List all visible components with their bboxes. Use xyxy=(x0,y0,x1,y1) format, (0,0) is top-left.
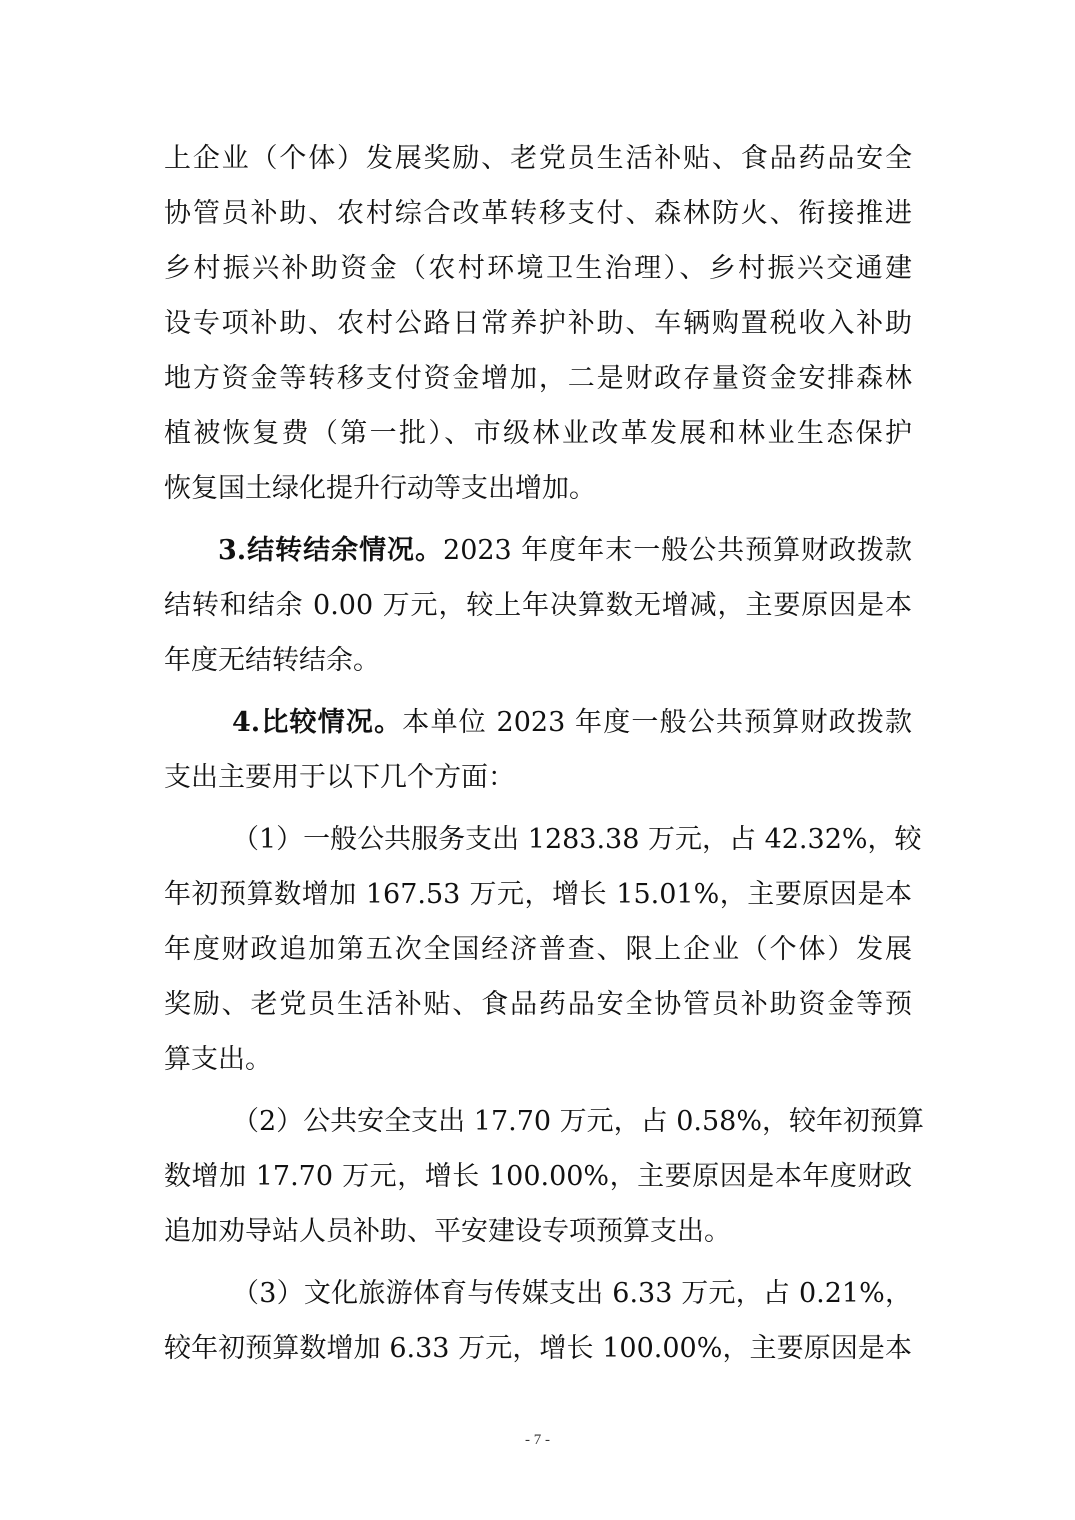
section-comparison xyxy=(164,695,912,805)
text-line: 上企业（个体）发展奖励、老党员生活补贴、食品药品安全 xyxy=(164,143,912,174)
text-line: 乡村振兴补助资金（农村环境卫生治理）、乡村振兴交通建 xyxy=(164,253,912,284)
text-line: 奖励、老党员生活补贴、食品药品安全协管员补助资金等预 xyxy=(164,989,912,1020)
text-line: 支出主要用于以下几个方面： xyxy=(164,762,515,793)
item-culture-tourism xyxy=(164,1266,912,1376)
text-line: 年初预算数增加 167.53 万元，增长 15.01%，主要原因是本 xyxy=(164,879,912,910)
text-line: 恢复国土绿化提升行动等支出增加。 xyxy=(164,473,596,504)
text-line: 数增加 17.70 万元，增长 100.00%，主要原因是本年度财政 xyxy=(164,1161,912,1192)
text-line: 植被恢复费（第一批）、市级林业改革发展和林业生态保护 xyxy=(164,418,912,449)
text-line: 协管员补助、农村综合改革转移支付、森林防火、衔接推进 xyxy=(164,198,912,229)
paragraph-continuation xyxy=(164,131,912,516)
section-text: 2023 年度年末一般公共预算财政拨款 xyxy=(443,535,913,566)
text-line: 结转和结余 0.00 万元，较上年决算数无增减，主要原因是本 xyxy=(164,590,912,621)
section-heading-line xyxy=(164,523,912,578)
section-text: 本单位 2023 年度一般公共预算财政拨款 xyxy=(402,707,912,738)
text-line: 年度财政追加第五次全国经济普查、限上企业（个体）发展 xyxy=(164,934,912,965)
text-line: （2）公共安全支出 17.70 万元，占 0.58%，较年初预算 xyxy=(232,1106,924,1137)
section-heading: 4.比较情况。 xyxy=(232,707,403,738)
item-public-security xyxy=(164,1094,924,1259)
text-line: （1）一般公共服务支出 1283.38 万元，占 42.32%，较 xyxy=(232,824,922,855)
text-line: 设专项补助、农村公路日常养护补助、车辆购置税收入补助 xyxy=(164,308,912,339)
text-line: 年度无结转结余。 xyxy=(164,645,380,676)
page-number: - 7 - xyxy=(525,1432,550,1448)
section-heading: 3.结转结余情况。 xyxy=(218,535,444,566)
text-line: 较年初预算数增加 6.33 万元，增长 100.00%，主要原因是本 xyxy=(164,1333,912,1364)
item-general-public-services xyxy=(164,812,922,1087)
text-line: 地方资金等转移支付资金增加，二是财政存量资金安排森林 xyxy=(164,363,912,394)
section-heading-line xyxy=(164,695,912,750)
text-line: 追加劝导站人员补助、平安建设专项预算支出。 xyxy=(164,1216,731,1247)
body-text xyxy=(164,131,924,1376)
section-carryover xyxy=(164,523,912,688)
text-line: 算支出。 xyxy=(164,1044,272,1075)
text-line: （3）文化旅游体育与传媒支出 6.33 万元，占 0.21%， xyxy=(232,1278,912,1309)
